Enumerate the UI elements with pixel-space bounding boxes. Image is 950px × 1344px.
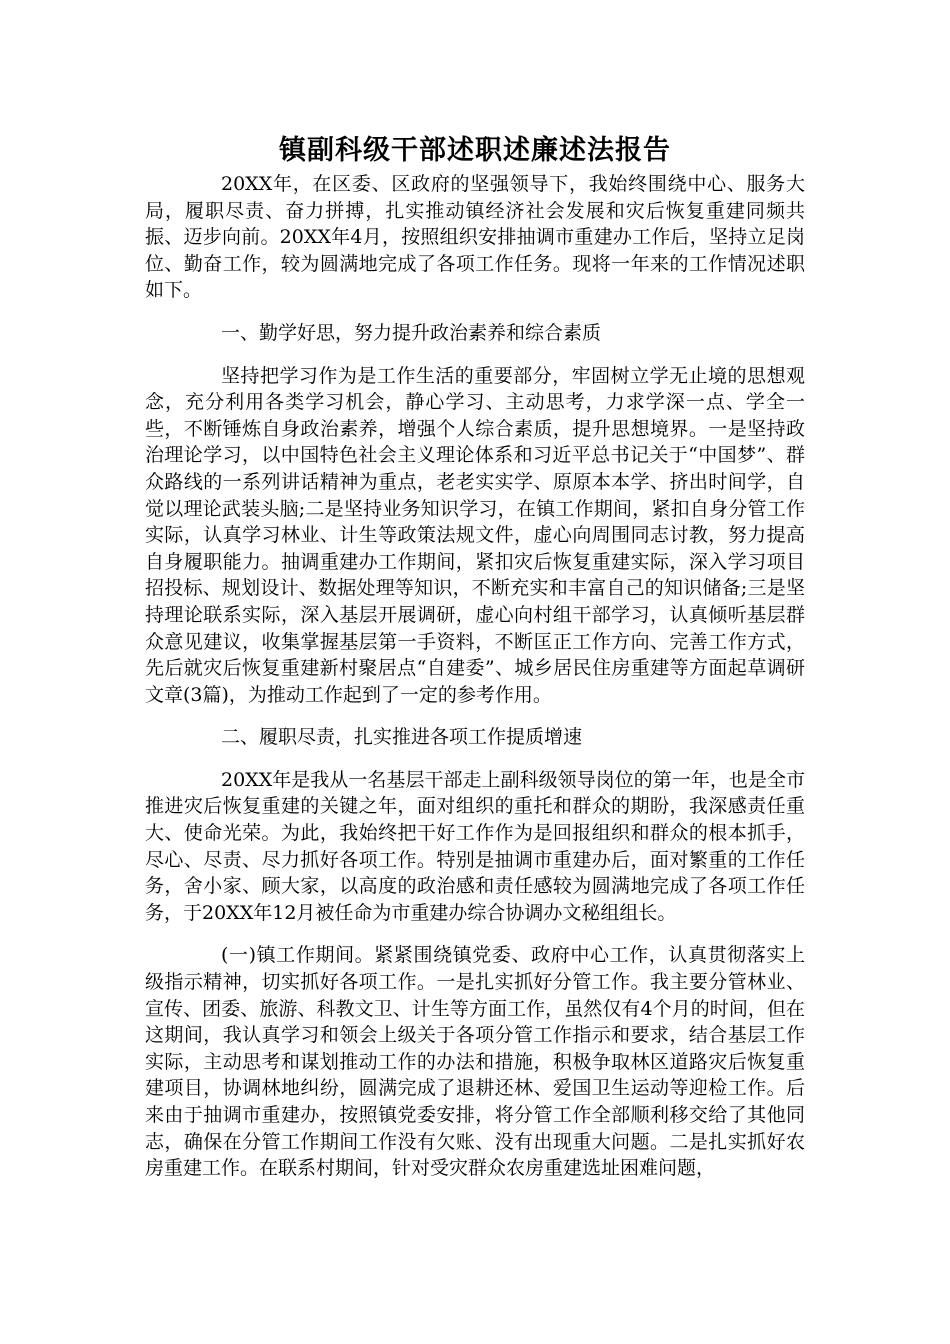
intro-paragraph: 20XX年，在区委、区政府的坚强领导下，我始终围绕中心、服务大局，履职尽责、奋力拼搏，扎实推动镇经济社会发展和灾后恢复重建同频共振、迈步向前。20XX年4月，按照组织安排抽调市重建办工作后，坚持立足岗位、勤奋工作，较为圆满地完成了各项工作任务。现将一年来的工作情况述职如下。 xyxy=(145,173,805,302)
section-heading-2: 二、履职尽责，扎实推进各项工作提质增速 xyxy=(221,726,583,749)
document-body xyxy=(145,131,805,1182)
subsection-1-paragraph: (一)镇工作期间。紧紧围绕镇党委、政府中心工作，认真贯彻落实上级指示精神，切实抓好各项工作。一是扎实抓好分管工作。我主要分管林业、宣传、团委、旅游、科教文卫、计生等方面工作，虽然仅有4个月的时间，但在这期间，我认真学习和领会上级关于各项分管工作指示和要求，结合基层工作实际，主动思考和谋划推动工作的办法和措施，积极争取林区道路灾后恢复重建项目，协调林地纠纷，圆满完成了退耕还林、爱国卫生运动等迎检工作。后来由于抽调市重建办，按照镇党委安排，将分管工作全部顺利移交给了其他同志，确保在分管工作期间工作没有欠账、没有出现重大问题。二是扎实抓好农房重建工作。在联系村期间，针对受灾群众农房重建选址困难问题， xyxy=(145,944,805,1180)
section-2-paragraph: 20XX年是我从一名基层干部走上副科级领导岗位的第一年，也是全市推进灾后恢复重建的关键之年，面对组织的重托和群众的期盼，我深感责任重大、使命光荣。为此，我始终把干好工作作为是回报组织和群众的根本抓手，尽心、尽责、尽力抓好各项工作。特别是抽调市重建办后，面对繁重的工作任务，舍小家、顾大家，以高度的政治感和责任感较为圆满地完成了各项工作任务，于20XX年12月被任命为市重建办综合协调办文秘组组长。 xyxy=(145,768,805,924)
section-heading-1: 一、勤学好思，努力提升政治素养和综合素质 xyxy=(221,321,602,344)
document-title: 镇副科级干部述职述廉述法报告 xyxy=(279,135,671,166)
section-1-paragraph: 坚持把学习作为是工作生活的重要部分，牢固树立学无止境的思想观念，充分利用各类学习机会，静心学习、主动思考，力求学深一点、学全一些，不断锤炼自身政治素养，增强个人综合素质，提升思想境界。一是坚持政治理论学习，以中国特色社会主义理论体系和习近平总书记关于“中国梦”、群众路线的一系列讲话精神为重点，老老实实学、原原本本学、挤出时间学，自觉以理论武装头脑;二是坚持业务知识学习，在镇工作期间，紧扣自身分管工作实际，认真学习林业、计生等政策法规文件，虚心向周围同志讨教，努力提高自身履职能力。抽调重建办工作期间，紧扣灾后恢复重建实际，深入学习项目招投标、规划设计、数据处理等知识，不断充实和丰富自己的知识储备;三是坚持理论联系实际，深入基层开展调研，虚心向村组干部学习，认真倾听基层群众意见建议，收集掌握基层第一手资料，不断匡正工作方向、完善工作方式，先后就灾后恢复重建新村聚居点“自建委”、城乡居民住房重建等方面起草调研文章(3篇)，为推动工作起到了一定的参考作用。 xyxy=(145,364,805,706)
